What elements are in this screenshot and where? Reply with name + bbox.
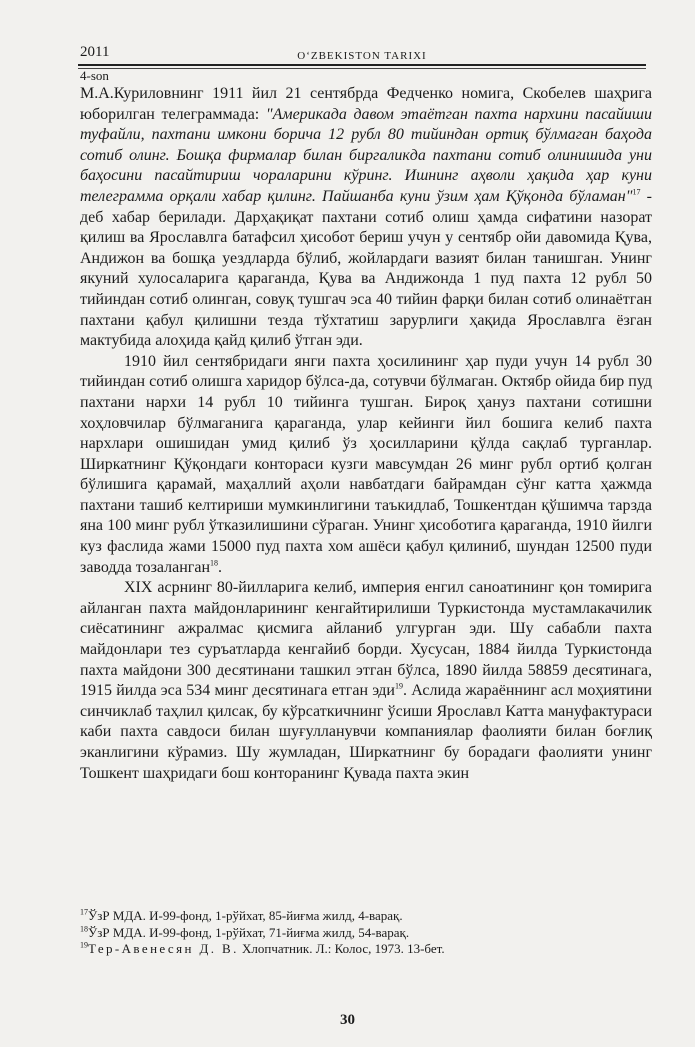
paragraph-2: 1910 йил сентябридаги янги пахта ҳосилининг ҳар пуди учун 14 рубл 30 тийиндан сотиб олишга харидор бўлса-да, сотувчи бўлмаган. Октябр ойида бир пуд пахтани нархи 14 рубл 10 тийинга тушган. Бироқ ҳануз пахтани сотишни хоҳловчилар бўлмаганига қараганда, улар кейинги йил бошига келиб пахта нархлари ошишидан умид қилиб ўз ҳосилларини қўлда сақлаб турганлар. Ширкатнинг Қўқондаги контораси кузги мавсумдан 26 минг рубл ортиб қолган бўлишига қарамай, маҳаллий аҳоли навбатдаги байрамдан сўнг катта ҳажмда пахтани ташиб келтириши мумкинлигини таъкидлаб, Тошкентдан қўшимча тарзда яна 100 минг рубл ўтказилишини сўраган. Унинг ҳисоботига қараганда, 1910 йилги куз фаслида жами 15000 пуд пахта хом ашёси қабул қилиниб, шундан 12500 пуди заводда тозаланган$^{18}$. [80,352,652,576]
footnote-text: ЎзР МДА. И-99-фонд, 1-рўйхат, 85-йиғма жилд, 4-варақ. [88,908,403,923]
footnote-ref-18: 18 [210,558,219,568]
paragraph-1-rest: - деб хабар берилади. Дарҳақиқат пахтани сотиб олиш ҳамда сифатини назорат қилиш ва Ярославлга батафсил ҳисобот бериш учун у сентябр ойи давомида Қува, Андижон ва бошқа уездларда бўлиб, жойлардаги вазият билан танишган. Унинг якуний хулосаларига қараганда, Қува ва Андижонда 1 пуд пахта 12 рубл 50 тийиндан сотиб олинган, совуқ тушгач эса 40 тийин фарқи билан сотиб олинаётган пахтани қабул қилишни тезда тўхтатиш зарурлиги ҳақида Ярославлга ёзган мактубида алоҳида қайд қилиб ўтган эди. [80,187,652,350]
issue-number: 4-son [80,68,109,83]
running-header [78,42,646,64]
paragraph-1-lead: М.А.Куриловнинг 1911 йил 21 сентябрда Федченко номига, Скобелев шаҳрига юборилган телеграммада: [80,85,652,123]
telegram-quote: "Америкада давом этаётган пахта нархини пасайиши туфайли, пахтани имкони борича 12 рубл 80 тийиндан ортиқ бўлмаган баҳода сотиб олинг. Бошқа фирмалар билан биргаликда пахтани сотиб олинишида уни баҳосини пасайтириш чораларини кўринг. Ишнинг аҳволи ҳақида ҳар куни телеграмма орқали хабар қилинг. Пайшанба куни ўзим ҳам Қўқонда бўламан" [80,105,653,205]
paragraph-2-text: 1910 йил сентябридаги янги пахта ҳосилининг ҳар пуди учун 14 рубл 30 тийиндан сотиб олишга харидор бўлса-да, сотувчи бўлмаган. Октябр ойида бир пуд пахтани нархи 14 рубл 10 тийинга тушган. Бироқ ҳануз пахтани сотишни хоҳловчилар бўлмаганига қараганда, улар кейинги йил бошига келиб пахта нархлари ошишидан умид қилиб ўз ҳосилларини қўлда сақлаб турганлар. Ширкатнинг Қўқондаги контораси кузги мавсумдан 26 минг рубл ортиб қолган бўлишига қарамай, маҳаллий аҳоли навбатдаги байрамдан сўнг катта ҳажмда пахтани ташиб келтириши мумкинлигини таъкидлаб, Тошкентдан қўшимча тарзда яна 100 минг рубл ўтказилишини сўраган. Унинг ҳисоботига қараганда, 1910 йилги куз фаслида жами 15000 пуд пахта хом ашёси қабул қилиниб, шундан 12500 пуди заводда тозаланган [80,352,652,576]
article-body [80,84,652,784]
footnote-ref-19: 19 [395,681,403,691]
footnote-number: 17 [80,907,88,917]
header-rule-thick [78,64,646,66]
footnote-number: 18 [80,924,88,934]
header-year: 2011 [80,44,110,60]
header-rule-thin [78,68,646,69]
footnote-number: 19 [80,940,88,950]
footnote-text: Хлопчатник. Л.: Колос, 1973. 13-бет. [238,941,445,956]
footnote-ref-17: 17 [632,187,641,197]
page-number: 30 [340,1012,355,1028]
paragraph-3 [80,578,652,784]
footnotes [80,908,640,958]
footnote-17 [80,908,640,925]
paragraph-1 [80,84,652,352]
footnote-author: Тер-Авенесян Д. В. [88,941,239,956]
paragraph-3-rest: . Аслида жараённинг асл моҳиятини синчиклаб таҳлил қилсак, бу кўрсаткичнинг ўсиши Ярославл Катта мануфактураси каби пахта савдоси билан шуғулланувчи компаниялар фаолияти билан боғлиқ эканлигини кўрамиз. Шу жумладан, Ширкатнинг бу борадаги фаолияти унинг Тошкент шаҳридаги бош конторанинг Қувада пахта экин [80,682,652,782]
footnote-text: ЎзР МДА. И-99-фонд, 1-рўйхат, 71-йиғма жилд, 54-варақ. [88,924,410,940]
footnote-19 [80,941,640,958]
journal-title: O‘ZBEKISTON TARIXI [297,50,427,62]
footnote-18 [80,925,640,942]
paragraph-3-text: XIX асрнинг 80-йилларига келиб, империя енгил саноатининг қон томирига айланган пахта майдонларининг кенгайтирилиши Туркистонда мустамлакачилик сиёсатининг ажралмас қисмига айланиб улгурган эди. Шу сабабли пахта майдонлари тез суръатларда кенгайиб борди. Хусусан, 1884 йилда Туркистонда пахта майдони 300 десятинани ташкил этган бўлса, 1890 йилда 58859 десятинага, 1915 йилда эса 534 минг десятинага етган эди [80,579,652,700]
